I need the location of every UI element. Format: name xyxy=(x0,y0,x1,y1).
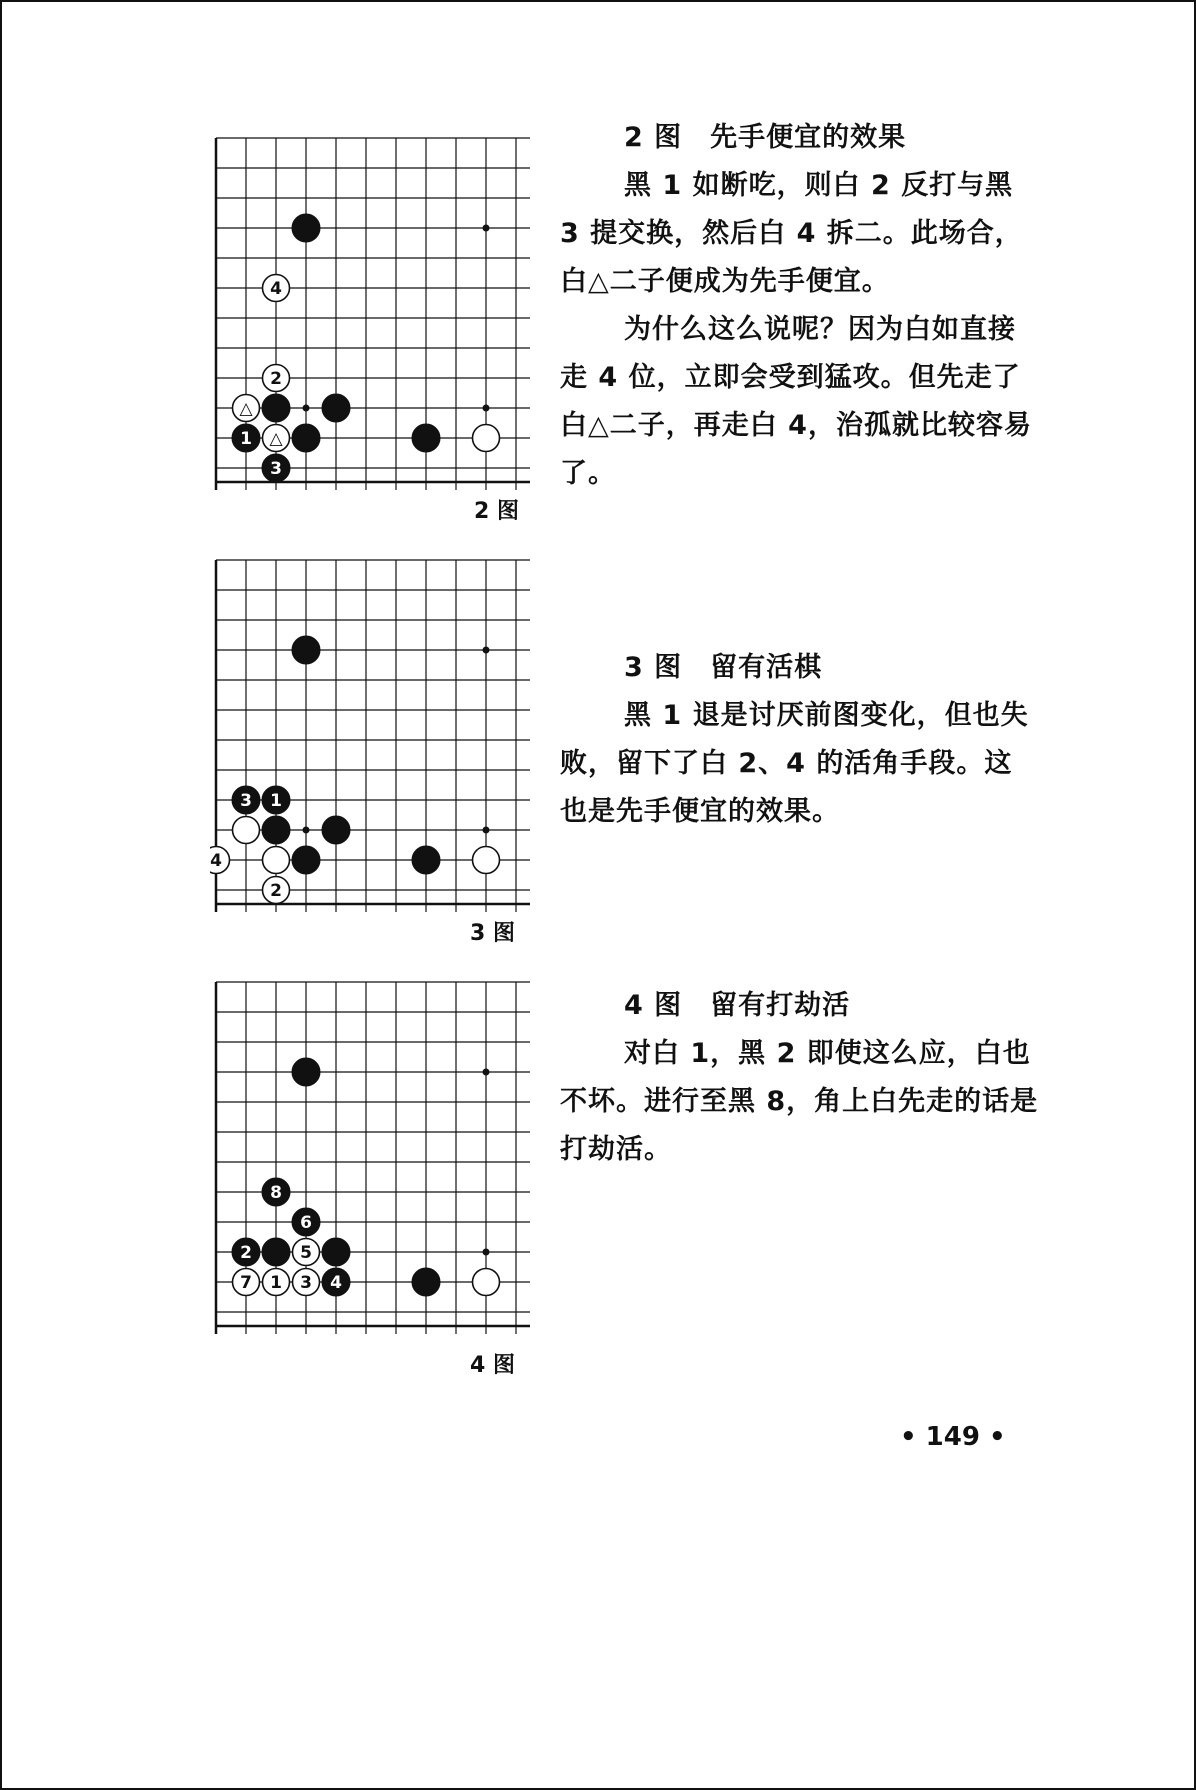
white-stone xyxy=(210,847,230,874)
black-stone xyxy=(292,1058,320,1086)
stone-label: 6 xyxy=(300,1213,312,1233)
black-stone xyxy=(232,424,260,452)
white-stone xyxy=(473,425,500,452)
black-stone xyxy=(292,214,320,242)
stone-label: 1 xyxy=(270,1273,282,1293)
white-stone xyxy=(263,425,290,452)
white-stone xyxy=(473,847,500,874)
stone-label: △ xyxy=(269,429,283,449)
diagram-4-text xyxy=(560,982,1040,1174)
black-stone xyxy=(262,394,290,422)
stone-label: 3 xyxy=(240,791,252,811)
go-diagram-3 xyxy=(210,552,540,912)
diagram-3-heading: 3 图 留有活棋 xyxy=(624,652,823,683)
page-number: • 149 • xyxy=(900,1422,1006,1452)
diagram-3-caption: 3 图 xyxy=(470,921,515,946)
white-stone xyxy=(293,1239,320,1266)
black-stone xyxy=(322,816,350,844)
stone-label: 2 xyxy=(240,1243,252,1263)
white-stone xyxy=(263,847,290,874)
white-stone xyxy=(233,395,260,422)
black-stone xyxy=(292,424,320,452)
diagram-3-text xyxy=(560,644,1040,836)
hoshi-point xyxy=(303,827,310,834)
black-stone xyxy=(262,816,290,844)
black-stone xyxy=(412,1268,440,1296)
stone-label: 1 xyxy=(270,791,282,811)
stone-label: 3 xyxy=(270,459,282,479)
diagram-2-heading: 2 图 先手便宜的效果 xyxy=(624,122,907,153)
go-diagram-4 xyxy=(210,974,540,1334)
black-stone xyxy=(232,1238,260,1266)
white-stone xyxy=(233,817,260,844)
hoshi-point xyxy=(483,827,490,834)
go-board-4 xyxy=(210,974,540,1334)
black-stone xyxy=(322,1238,350,1266)
stone-label: 4 xyxy=(270,279,282,299)
stone-label: 2 xyxy=(270,881,282,901)
hoshi-point xyxy=(483,405,490,412)
diagram-2-text xyxy=(560,114,1040,498)
diagram-3-paragraph-1: 黑 1 退是讨厌前图变化，但也失败，留下了白 2、4 的活角手段。这也是先手便宜的效果。 xyxy=(560,700,1029,827)
white-stone xyxy=(263,877,290,904)
black-stone xyxy=(262,786,290,814)
hoshi-point xyxy=(483,647,490,654)
stone-label: △ xyxy=(239,399,253,419)
white-stone xyxy=(293,1269,320,1296)
white-stone xyxy=(263,275,290,302)
black-stone xyxy=(322,394,350,422)
diagram-4-paragraph-1: 对白 1，黑 2 即使这么应，白也不坏。进行至黑 8，角上白先走的话是打劫活。 xyxy=(560,1038,1039,1165)
hoshi-point xyxy=(303,405,310,412)
stone-label: 5 xyxy=(300,1243,312,1263)
black-stone xyxy=(262,1178,290,1206)
black-stone xyxy=(262,1238,290,1266)
black-stone xyxy=(262,454,290,482)
white-stone xyxy=(263,365,290,392)
diagram-2-caption: 2 图 xyxy=(474,499,519,524)
stone-label: 2 xyxy=(270,369,282,389)
diagram-4-heading: 4 图 留有打劫活 xyxy=(624,990,851,1021)
hoshi-point xyxy=(483,225,490,232)
stone-label: 1 xyxy=(240,429,252,449)
white-stone xyxy=(473,1269,500,1296)
stone-label: 4 xyxy=(330,1273,342,1293)
white-stone xyxy=(233,1269,260,1296)
black-stone xyxy=(412,424,440,452)
stone-label: 4 xyxy=(210,851,222,871)
diagram-2-paragraph-1: 黑 1 如断吃，则白 2 反打与黑 3 提交换，然后白 4 拆二。此场合，白△二子便成为先手便宜。 xyxy=(560,170,1023,297)
go-diagram-2 xyxy=(210,130,540,490)
stone-label: 3 xyxy=(300,1273,312,1293)
hoshi-point xyxy=(483,1069,490,1076)
black-stone xyxy=(232,786,260,814)
black-stone xyxy=(292,846,320,874)
go-board-3 xyxy=(210,552,540,912)
black-stone xyxy=(412,846,440,874)
black-stone xyxy=(292,636,320,664)
black-stone xyxy=(322,1268,350,1296)
stone-label: 8 xyxy=(270,1183,282,1203)
go-board-2 xyxy=(210,130,540,490)
hoshi-point xyxy=(483,1249,490,1256)
stone-label: 7 xyxy=(240,1273,252,1293)
white-stone xyxy=(263,1269,290,1296)
diagram-4-caption: 4 图 xyxy=(470,1353,515,1378)
black-stone xyxy=(292,1208,320,1236)
diagram-2-paragraph-2: 为什么这么说呢？因为白如直接走 4 位，立即会受到猛攻。但先走了白△二子，再走白 4，治孤就比较容易了。 xyxy=(560,314,1032,489)
